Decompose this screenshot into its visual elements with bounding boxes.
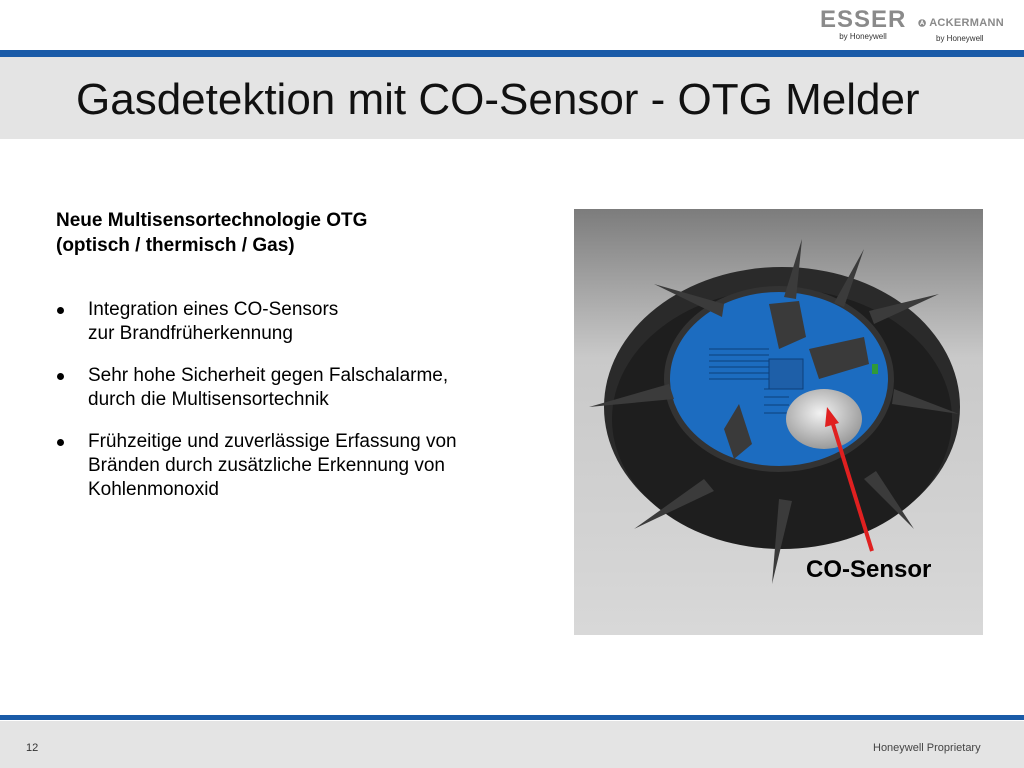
page-number: 12 <box>26 742 39 754</box>
bullet-list <box>56 298 546 520</box>
co-sensor-label: CO-Sensor <box>806 556 932 583</box>
ackermann-logo <box>918 16 1004 44</box>
bullet-text: Kohlenmonoxid <box>88 479 219 500</box>
bullet-text: Frühzeitige und zuverlässige Erfassung von <box>88 431 457 452</box>
intro-line-2: (optisch / thermisch / Gas) <box>56 235 295 256</box>
footer-accent-line <box>0 715 1024 720</box>
esser-logo-text: ESSER <box>820 6 907 33</box>
ackermann-mark-icon <box>918 16 926 30</box>
footer-band <box>0 721 1024 768</box>
intro-line-1: Neue Multisensortechnologie OTG <box>56 210 368 231</box>
slide-title: Gasdetektion mit CO-Sensor - OTG Melder <box>76 75 920 124</box>
title-accent-line <box>0 50 1024 57</box>
ackermann-logo-sub: by Honeywell <box>936 34 984 43</box>
intro-heading <box>56 208 556 258</box>
esser-logo-sub: by Honeywell <box>839 32 887 41</box>
bullet-item <box>56 430 546 502</box>
ackermann-logo-text: ACKERMANN <box>929 17 1004 29</box>
bullet-text: Integration eines CO-Sensors <box>88 299 339 320</box>
bullet-text: zur Brandfrüherkennung <box>88 323 293 344</box>
bullet-text: Bränden durch zusätzliche Erkennung von <box>88 455 446 476</box>
bullet-text: Sehr hohe Sicherheit gegen Falschalarme, <box>88 365 449 386</box>
esser-logo <box>820 8 906 42</box>
proprietary-notice: Honeywell Proprietary <box>873 742 981 754</box>
bullet-item <box>56 364 546 412</box>
bullet-item <box>56 298 546 346</box>
bullet-text: durch die Multisensortechnik <box>88 389 329 410</box>
